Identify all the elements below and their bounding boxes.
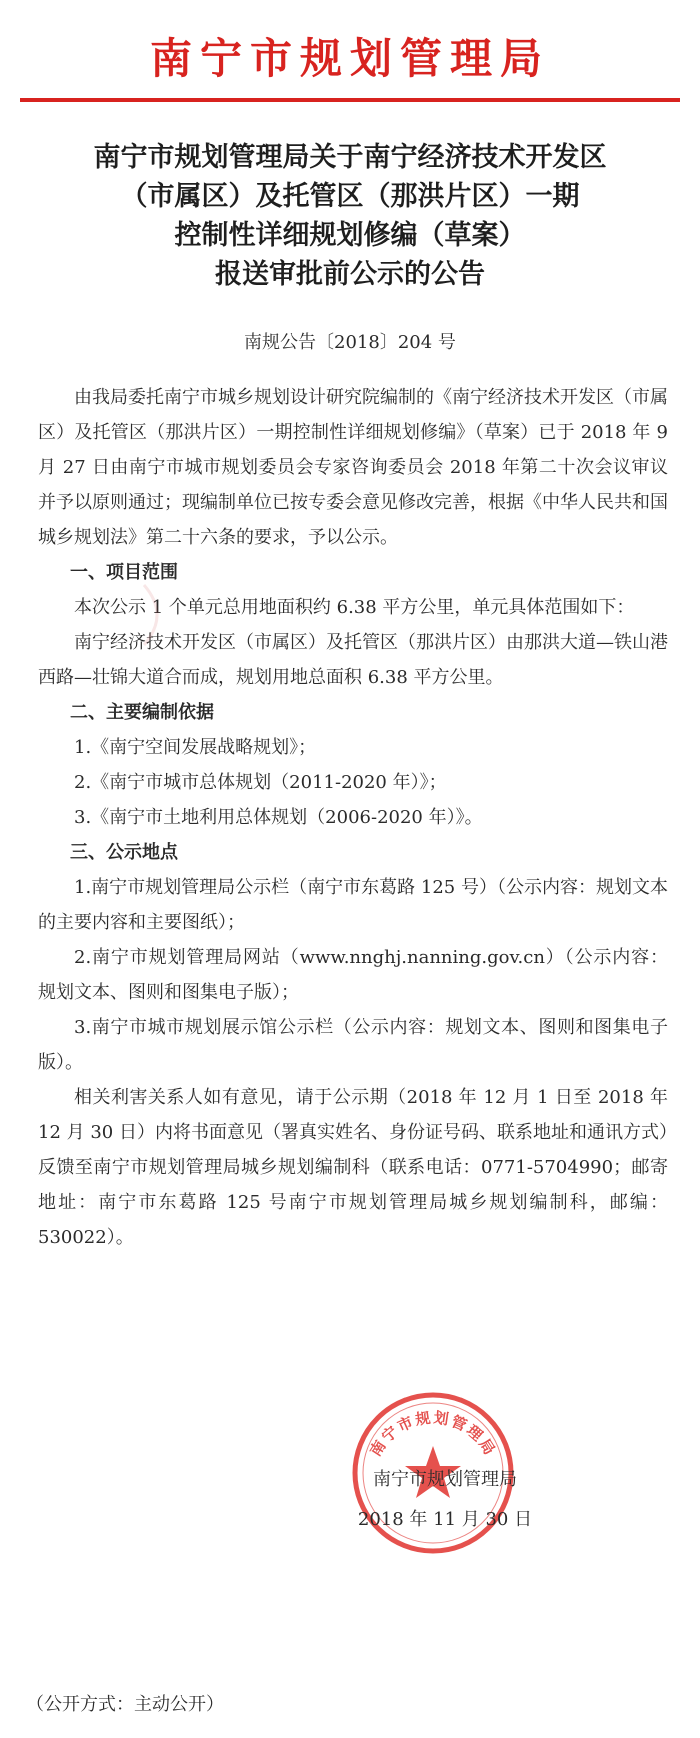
section-heading-scope: 一、项目范围	[70, 562, 178, 583]
notice-title	[40, 138, 660, 294]
basis-item: 2.《南宁市城市总体规划（2011-2020 年）》；	[74, 772, 447, 793]
signature-date: 2018 年 11 月 30 日	[357, 1509, 533, 1530]
notice-body	[38, 380, 668, 1255]
intro-paragraph: 由我局委托南宁市城乡规划设计研究院编制的《南宁经济技术开发区（市属区）及托管区（那洪片区）一期控制性详细规划修编》（草案）已于 2018 年 9 月 27 日由南宁市城市规划委员会专家咨询委员会 2018 年第二十次会议审议并予以原则通过；现编制单位已按专委会意见修改完善，根据《中华人民共和国城乡规划法》第二十六条的要求，予以公示。	[38, 387, 668, 548]
scope-paragraph: 本次公示 1 个单元总用地面积约 6.38 平方公里，单元具体范围如下：	[74, 597, 635, 618]
signature-block	[330, 1460, 560, 1540]
letterhead: 南宁市规划管理局	[149, 34, 550, 83]
disclosure-mode: （公开方式：主动公开）	[26, 1694, 224, 1715]
signature-org: 南宁市规划管理局	[373, 1469, 517, 1490]
seal-text: 南宁市规划管理局	[366, 1408, 500, 1460]
faint-seal-trace	[136, 580, 176, 650]
section-heading-basis: 二、主要编制依据	[70, 702, 214, 723]
letterhead-rule	[20, 98, 680, 102]
document-number: 南规公告〔2018〕204 号	[244, 332, 456, 353]
scope-detail-paragraph: 南宁经济技术开发区（市属区）及托管区（那洪片区）由那洪大道—铁山港西路—壮锦大道合而成，规划用地总面积 6.38 平方公里。	[38, 632, 668, 688]
location-item: 3.南宁市城市规划展示馆公示栏（公示内容：规划文本、图则和图集电子版）。	[38, 1017, 668, 1073]
title-line: 报送审批前公示的公告	[215, 259, 485, 290]
title-line: 南宁市规划管理局关于南宁经济技术开发区	[93, 142, 607, 173]
basis-item: 1.《南宁空间发展战略规划》；	[74, 737, 317, 758]
title-line: 控制性详细规划修编（草案）	[174, 220, 526, 251]
contact-paragraph: 相关利害关系人如有意见，请于公示期（2018 年 12 月 1 日至 2018 年 12 月 30 日）内将书面意见（署真实姓名、身份证号码、联系地址和通讯方式）反馈至南宁市规划管理局城乡规划编制科（联系电话：0771-5704990；邮寄地址：南宁市东葛路 125 号南宁市规划管理局城乡规划编制科，邮编：530022）。	[38, 1087, 668, 1248]
basis-item: 3.《南宁市土地利用总体规划（2006-2020 年）》。	[74, 807, 483, 828]
title-line: （市属区）及托管区（那洪片区）一期	[120, 181, 580, 212]
location-item: 2.南宁市规划管理局网站（www.nnghj.nanning.gov.cn）（公示内容：规划文本、图则和图集电子版）；	[38, 947, 668, 1003]
location-item: 1.南宁市规划管理局公示栏（南宁市东葛路 125 号）（公示内容：规划文本的主要内容和主要图纸）；	[38, 877, 668, 933]
section-heading-locations: 三、公示地点	[70, 842, 178, 863]
